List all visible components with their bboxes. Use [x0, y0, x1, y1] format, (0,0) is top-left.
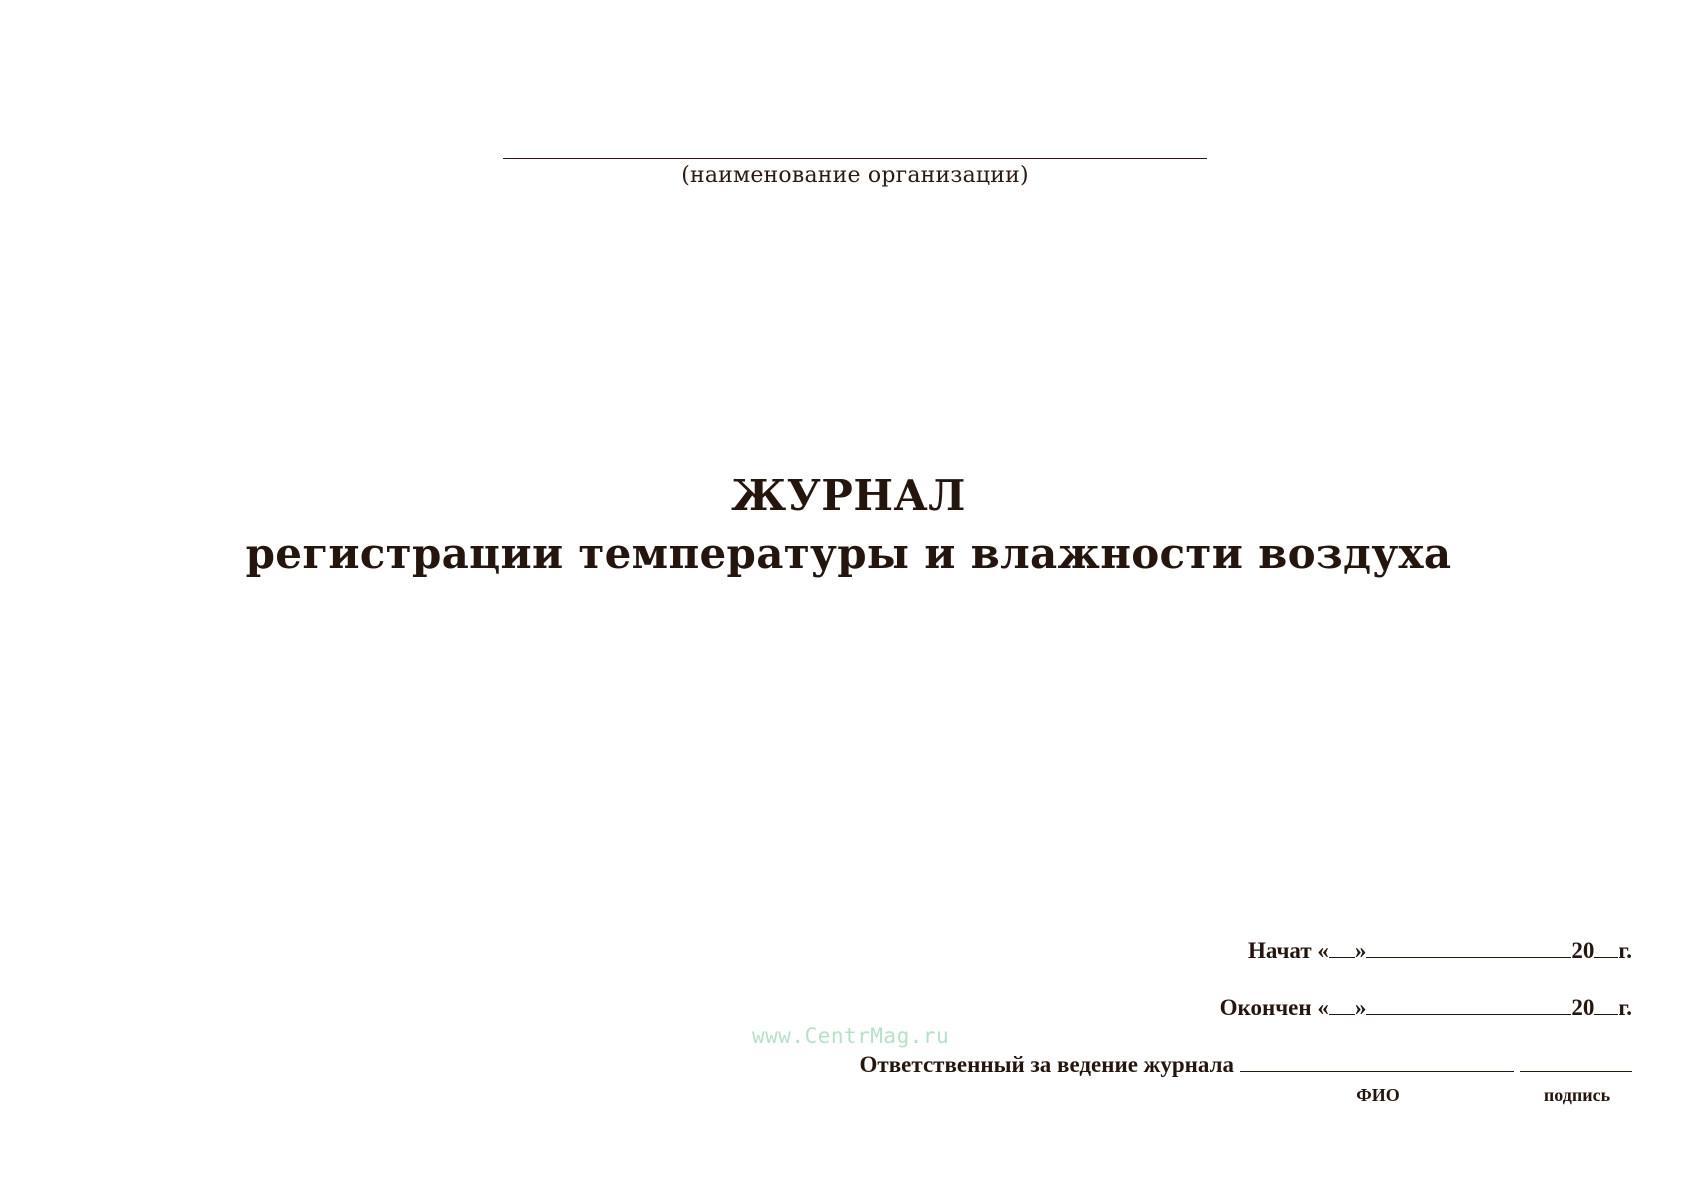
- title-block: [0, 468, 1697, 584]
- ended-month-blank: [1366, 996, 1571, 1015]
- started-month-blank: [1366, 939, 1571, 958]
- started-day-blank: [1329, 939, 1355, 958]
- ended-quote-close: »: [1354, 995, 1367, 1020]
- started-label: Начат «: [1247, 938, 1329, 963]
- started-year-suffix: г.: [1618, 938, 1632, 963]
- started-year-blank: [1594, 939, 1618, 958]
- signature-blank: [1520, 1053, 1632, 1072]
- ended-year-suffix: г.: [1618, 995, 1632, 1020]
- organization-caption: (наименование организации): [681, 163, 1029, 188]
- page-title: ЖУРНАЛ: [731, 471, 966, 520]
- started-date-row: [1248, 938, 1632, 964]
- ended-year-prefix: 20: [1571, 995, 1595, 1020]
- signature-caption: подпись: [1543, 1085, 1611, 1105]
- ended-day-blank: [1329, 996, 1355, 1015]
- organization-name-line: [503, 158, 1207, 159]
- ended-label: Окончен «: [1219, 995, 1329, 1020]
- watermark: www.CentrMag.ru: [752, 1024, 950, 1048]
- responsible-label: Ответственный за ведение журнала: [859, 1052, 1234, 1077]
- fio-caption: ФИО: [1356, 1085, 1400, 1105]
- page-subtitle: регистрации температуры и влажности воздуха: [245, 529, 1452, 578]
- ended-year-blank: [1594, 996, 1618, 1015]
- started-quote-close: »: [1354, 938, 1367, 963]
- fio-blank: [1240, 1053, 1514, 1072]
- started-year-prefix: 20: [1571, 938, 1595, 963]
- responsible-row: [860, 1052, 1632, 1078]
- ended-date-row: [1220, 995, 1632, 1021]
